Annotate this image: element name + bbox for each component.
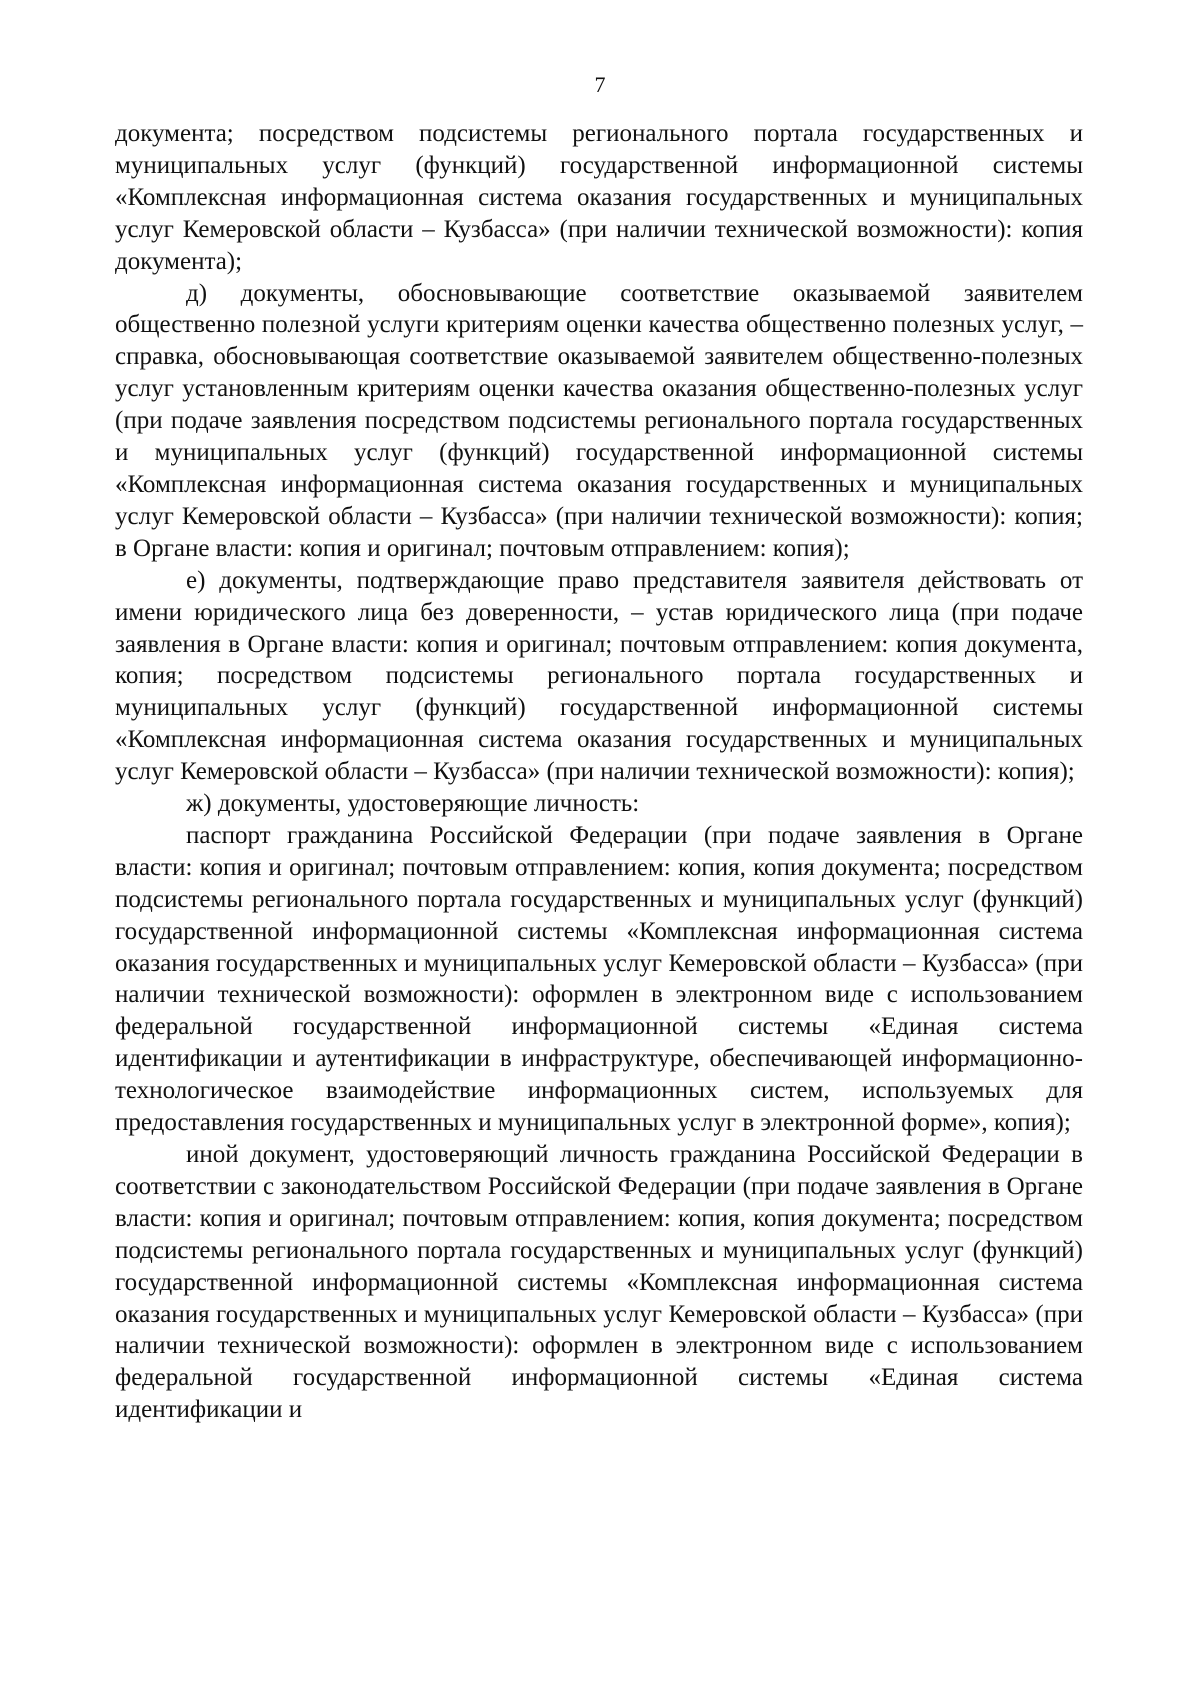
page-number: 7 [594, 72, 606, 97]
paragraph-item-zh: ж) документы, удостоверяющие личность: [186, 790, 640, 818]
paragraph-passport: паспорт гражданина Российской Федерации (при подаче заявления в Органе власти: копия и оригинал; почтовым отправлением: копия, копия документа; посредством подсистемы регионального портала государственных и муниципальных услуг (функций) государственной информационной системы «Комплексная информационная система оказания государственных и муниципальных услуг Кемеровской области – Кузбасса» (при наличии технической возможности): оформлен в электронном виде с использованием федеральной государственной информационной системы «Единая система идентификации и аутентификации в инфраструктуре, обеспечивающей информационно-технологическое взаимодействие информационных систем, используемых для предоставления государственных и муниципальных услуг в электронной форме», копия); [115, 821, 1083, 1137]
paragraph-other-id-document: иной документ, удостоверяющий личность гражданина Российской Федерации в соответствии с законодательством Российской Федерации (при подаче заявления в Органе власти: копия и оригинал; почтовым отправлением: копия, копия документа; посредством подсистемы регионального портала государственных и муниципальных услуг (функций) государственной информационной системы «Комплексная информационная система оказания государственных и муниципальных услуг Кемеровской области – Кузбасса» (при наличии технической возможности): оформлен в электронном виде с использованием федеральной государственной информационной системы «Единая система идентификации и [115, 1141, 1083, 1424]
paragraph-continuation: документа; посредством подсистемы регионального портала государственных и муниципальных услуг (функций) государственной информационной системы «Комплексная информационная система оказания государственных и муниципальных услуг Кемеровской области – Кузбасса» (при наличии технической возможности): копия документа); [115, 120, 1083, 275]
paragraph-item-e: е) документы, подтверждающие право представителя заявителя действовать от имени юридического лица без доверенности, – устав юридического лица (при подаче заявления в Органе власти: копия и оригинал; почтовым отправлением: копия документа, копия; посредством подсистемы регионального портала государственных и муниципальных услуг (функций) государственной информационной системы «Комплексная информационная система оказания государственных и муниципальных услуг Кемеровской области – Кузбасса» (при наличии технической возможности): копия); [115, 566, 1083, 786]
document-body [115, 118, 1083, 1426]
paragraph-item-d: д) документы, обосновывающие соответствие оказываемой заявителем общественно полезной услуги критериям оценки качества общественно полезных услуг, – справка, обосновывающая соответствие оказываемой заявителем общественно-полезных услуг установленным критериям оценки качества оказания общественно-полезных услуг (при подаче заявления посредством подсистемы регионального портала государственных и муниципальных услуг (функций) государственной информационной системы «Комплексная информационная система оказания государственных и муниципальных услуг Кемеровской области – Кузбасса» (при наличии технической возможности): копия; в Органе власти: копия и оригинал; почтовым отправлением: копия); [115, 279, 1083, 562]
